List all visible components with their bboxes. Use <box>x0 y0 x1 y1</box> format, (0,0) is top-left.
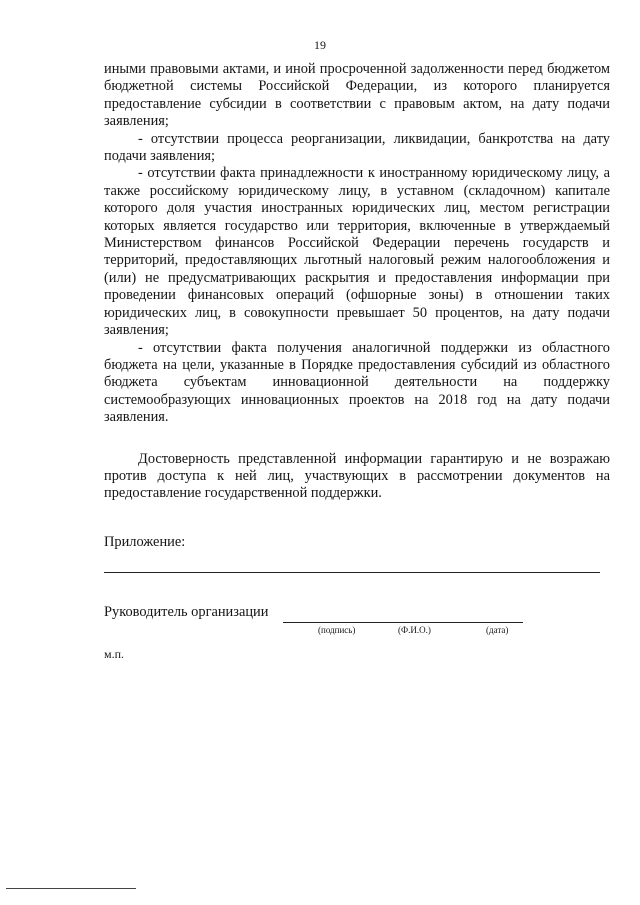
footer-line <box>6 888 136 889</box>
attachment-label: Приложение: <box>104 534 186 550</box>
signature-line <box>283 622 523 623</box>
paragraph-no-similar-support: - отсутствии факта получения аналогичной поддержки из областного бюджета на цели, указанные в Порядке предоставления субсидий из областного бюджета субъектам инновационной деятельности на поддержку системообразующих инновационных проектов на 2018 год на дату подачи заявления. <box>104 339 610 426</box>
full-name-caption: (Ф.И.О.) <box>398 625 431 635</box>
stamp-place-label: м.п. <box>104 647 125 661</box>
paragraph-no-foreign-ownership: - отсутствии факта принадлежности к иностранному юридическому лицу, а также российскому юридическому лицу, в уставном (складочном) капитале которого доля участия иностранных юридических лиц, местом регистрации которых является государство или территория, включенные в утверждаемый Министерством финансов Российской Федерации перечень государств и территорий, предоставляющих льготный налоговый режим налогообложения и (или) не предусматривающих раскрытия и предоставления информации при проведении финансовых операций (офшорные зоны) в отношении таких юридических лиц, в совокупности превышает 50 процентов, на дату подачи заявления; <box>104 165 610 339</box>
date-caption: (дата) <box>486 625 509 635</box>
page-number: 19 <box>314 38 326 52</box>
head-of-organization-label: Руководитель организации <box>104 604 269 620</box>
paragraph-no-reorganization: - отсутствии процесса реорганизации, ликвидации, банкротства на дату подачи заявления; <box>104 130 610 165</box>
signature-caption: (подпись) <box>318 625 356 635</box>
paragraph-debt-clause: иными правовыми актами, и иной просроченной задолженности перед бюджетом бюджетной системы Российской Федерации, из которого планируется предоставление субсидии в соответствии с правовым актом, на дату подачи заявления; <box>104 61 610 130</box>
attachment-line <box>104 572 600 573</box>
document-body <box>104 61 610 503</box>
paragraph-reliability-statement: Достоверность представленной информации гарантирую и не возражаю против доступа к ней лиц, участвующих в рассмотрении документов на предоставление государственной поддержки. <box>104 450 610 502</box>
